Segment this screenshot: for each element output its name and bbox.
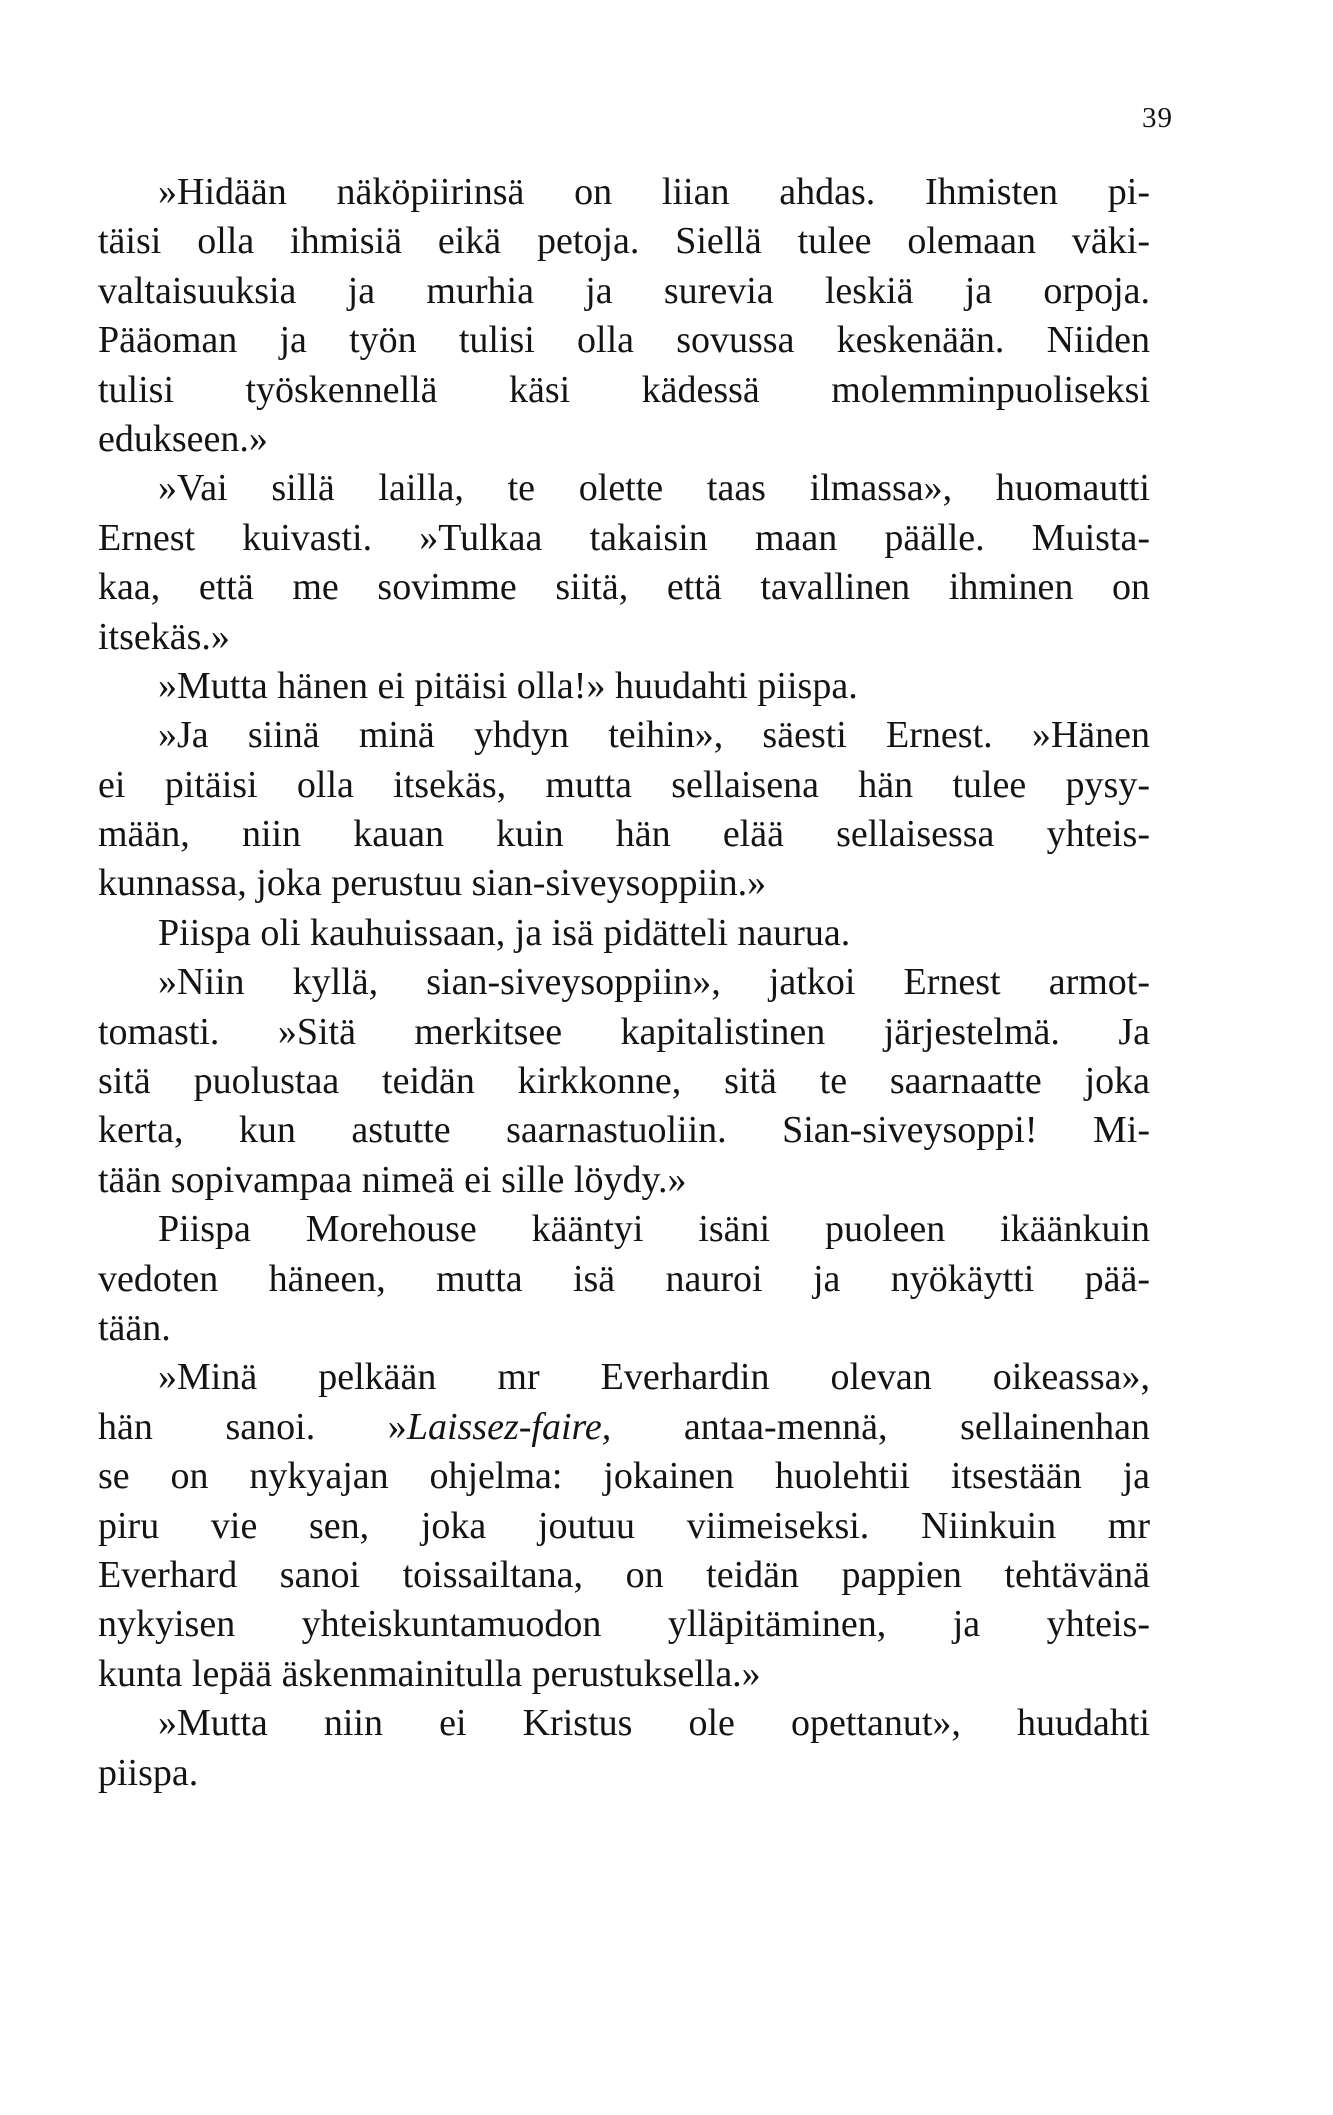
text-line: valtaisuuksia ja murhia ja surevia leskiä ja orpoja. xyxy=(98,269,1150,312)
text-line: täisi olla ihmisiä eikä petoja. Siellä tulee olemaan väki- xyxy=(98,220,1150,263)
text-line: tomasti. »Sitä merkitsee kapitalistinen järjestelmä. Ja xyxy=(98,1010,1150,1053)
body-text xyxy=(98,168,1150,1798)
text-line: tulisi työskennellä käsi kädessä molemminpuoliseksi xyxy=(98,368,1150,411)
text-line: Piispa Morehouse kääntyi isäni puoleen ikäänkuin xyxy=(158,1208,1150,1251)
text-line: vedoten häneen, mutta isä nauroi ja nyökäytti pää- xyxy=(98,1257,1150,1300)
text-line: ei pitäisi olla itsekäs, mutta sellaisena hän tulee pysy- xyxy=(98,763,1150,806)
text-line: tään. xyxy=(98,1306,171,1349)
text-line: piru vie sen, joka joutuu viimeiseksi. Niinkuin mr xyxy=(98,1504,1150,1547)
text-span: antaa-mennä, sellainenhan xyxy=(611,1405,1151,1448)
text-line: Piispa oli kauhuissaan, ja isä pidätteli naurua. xyxy=(158,911,851,954)
text-line: se on nykyajan ohjelma: jokainen huolehtii itsestään ja xyxy=(98,1455,1150,1498)
text-line: Ernest kuivasti. »Tulkaa takaisin maan päälle. Muista- xyxy=(98,516,1150,559)
text-line: sitä puolustaa teidän kirkkonne, sitä te saarnaatte joka xyxy=(98,1060,1150,1103)
text-line: kerta, kun astutte saarnastuoliin. Sian-siveysoppi! Mi- xyxy=(98,1109,1150,1152)
text-line: kaa, että me sovimme siitä, että tavallinen ihminen on xyxy=(98,566,1150,609)
text-line: Everhard sanoi toissailtana, on teidän pappien tehtävänä xyxy=(98,1553,1150,1596)
text-line: kunta lepää äskenmainitulla perustuksella.» xyxy=(98,1652,761,1695)
text-line: mään, niin kauan kuin hän elää sellaisessa yhteis- xyxy=(98,813,1150,856)
text-line: Pääoman ja työn tulisi olla sovussa keskenään. Niiden xyxy=(98,319,1150,362)
text-line: piispa. xyxy=(98,1751,199,1794)
text-line: itsekäs.» xyxy=(98,615,230,658)
text-line: »Niin kyllä, sian-siveysoppiin», jatkoi Ernest armot- xyxy=(158,961,1150,1004)
text-line: nykyisen yhteiskuntamuodon ylläpitäminen, ja yhteis- xyxy=(98,1603,1150,1646)
text-line: kunnassa, joka perustuu sian-siveysoppiin.» xyxy=(98,862,767,905)
text-line: »Vai sillä lailla, te olette taas ilmassa», huomautti xyxy=(158,467,1150,510)
text-line: »Hidään näköpiirinsä on liian ahdas. Ihmisten pi- xyxy=(158,171,1150,213)
text-line-italic xyxy=(98,1403,1150,1452)
italic-phrase: Laissez-faire, xyxy=(406,1405,612,1448)
text-line: »Mutta hänen ei pitäisi olla!» huudahti piispa. xyxy=(158,664,858,707)
page-number: 39 xyxy=(1142,102,1173,134)
text-line: tään sopivampaa nimeä ei sille löydy.» xyxy=(98,1158,687,1201)
text-span: hän sanoi. » xyxy=(98,1405,407,1448)
text-line: edukseen.» xyxy=(98,417,268,460)
text-line: »Minä pelkään mr Everhardin olevan oikeassa», xyxy=(158,1356,1150,1399)
text-line: »Mutta niin ei Kristus ole opettanut», huudahti xyxy=(158,1702,1150,1745)
text-line: »Ja siinä minä yhdyn teihin», säesti Ernest. »Hänen xyxy=(158,714,1150,757)
